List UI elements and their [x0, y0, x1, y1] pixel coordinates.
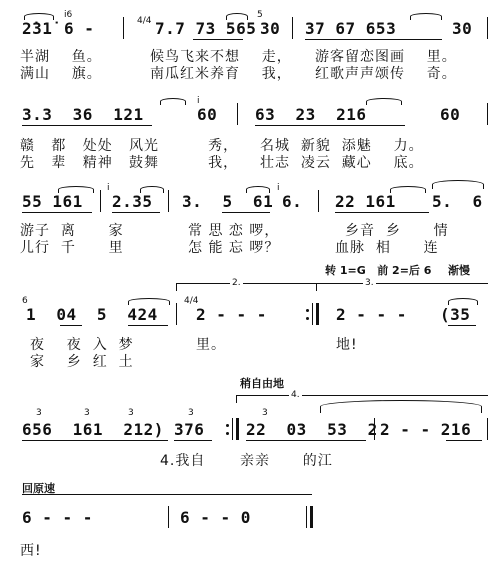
triplet-mark: 3 — [128, 408, 134, 418]
slur — [160, 98, 186, 105]
underline — [335, 212, 429, 213]
lyric: 满山 旗。 — [20, 66, 102, 82]
lyric: 壮志 凌云 藏心 底。 — [260, 155, 424, 171]
barline — [232, 418, 233, 440]
underline — [22, 212, 92, 213]
barline — [176, 303, 177, 325]
slur — [58, 186, 94, 193]
notes-r1-c: 7.7 73 565 — [155, 19, 257, 38]
notes-r2-b: 60 — [197, 105, 218, 124]
lyric: 赣 都 处处 风光 秀， — [20, 138, 239, 154]
notes-r1-d: 30 — [260, 19, 281, 38]
notes-r3-b: 2.35 — [112, 192, 153, 211]
underline — [174, 440, 212, 441]
notes-r5-a: 656 161 212) — [22, 420, 164, 439]
tempo-mark: 渐慢 — [448, 264, 470, 277]
lyric: 地! — [336, 337, 358, 353]
underline — [60, 325, 82, 326]
notes-r2-a: 3.3 36 121 — [22, 105, 144, 124]
tempo-mark: 稍自由地 — [240, 377, 284, 390]
slur — [140, 186, 164, 193]
notes-r5-d: 2 - - 216 — [380, 420, 472, 439]
notes-r5-b: 376 — [174, 420, 205, 439]
lyric: 名城 新貌 添魅 力。 — [260, 138, 424, 154]
slur — [432, 180, 484, 189]
notes-r3-a: 55 161 — [22, 192, 83, 211]
key-change: 转 1=G 前 2=后 6 — [325, 264, 432, 277]
underline — [222, 212, 270, 213]
notes-r3-f: 5. 6 — [432, 192, 483, 211]
underline — [22, 440, 168, 441]
volta-bracket — [316, 283, 488, 284]
volta-end — [316, 283, 317, 291]
lyric: 南瓜红米养育 我， — [150, 66, 292, 82]
notes-r4-a: 1 04 5 424 — [26, 305, 158, 324]
slur — [226, 13, 248, 20]
underline — [193, 39, 243, 40]
repeat-dot — [226, 432, 229, 435]
lyric: 血脉 相 连 — [335, 240, 439, 256]
bracket-line — [22, 494, 312, 495]
triplet-mark: 3 — [36, 408, 42, 418]
slur — [128, 298, 170, 305]
barline — [487, 418, 488, 440]
lyric: 先 辈 精神 鼓舞 我， — [20, 155, 239, 171]
lyric: 儿行 千 里 — [20, 240, 124, 256]
volta-label: 2. — [232, 278, 241, 288]
volta-end — [176, 283, 177, 291]
triplet-mark: 3 — [262, 408, 268, 418]
tempo-mark: 回原速 — [22, 482, 55, 495]
grace-note: 5 — [257, 10, 263, 20]
barline — [306, 506, 307, 528]
volta-label: 3. — [365, 278, 374, 288]
lyric: 候鸟飞来不想 走， — [150, 49, 292, 65]
volta-end — [236, 395, 237, 403]
repeat-dot — [226, 424, 229, 427]
volta-bracket — [176, 283, 316, 284]
underline — [128, 325, 168, 326]
grace-note: i — [107, 183, 110, 193]
lyric: 夜 夜 入 梦 — [30, 337, 134, 353]
barline — [236, 418, 239, 440]
notes-r1-a: 2̇31̇ — [22, 19, 53, 38]
lyric: 游子 离 家 — [20, 223, 124, 239]
slur — [24, 13, 54, 20]
lyric: 家 乡 红 土 — [30, 354, 134, 370]
notes-r5-c: 22 03 53 2 — [246, 420, 378, 439]
grace-note: i — [277, 183, 280, 193]
notes-r3-e: 22 161 — [335, 192, 396, 211]
notes-r1-e: 37 67 653 — [305, 19, 397, 38]
underline — [448, 325, 476, 326]
lyric: 4.我自 — [160, 453, 206, 469]
lyric: 游客留恋图画 里。 — [315, 49, 457, 65]
slur — [366, 98, 402, 105]
barline — [100, 190, 101, 212]
notes-r1-b: 6 - — [64, 19, 95, 38]
barline — [310, 506, 313, 528]
grace-note: i — [197, 96, 200, 106]
lyric: 西! — [20, 543, 42, 559]
volta-bracket — [236, 395, 488, 396]
lyric: 半湖 鱼。 — [20, 49, 102, 65]
lyric: 怎 能 忘 啰？ — [188, 240, 280, 256]
notes-r3-d: 6. — [282, 192, 303, 211]
repeat-dot — [306, 309, 309, 312]
notes-r3-c: 3. 5 61 — [182, 192, 274, 211]
lyric: 里。 — [196, 337, 226, 353]
lyric: 乡音 乡 情 — [345, 223, 449, 239]
lyric: 常 思 恋 啰， — [188, 223, 280, 239]
barline — [312, 303, 313, 325]
barline — [318, 190, 319, 212]
underline — [255, 125, 405, 126]
slur — [246, 186, 270, 193]
lyric: 红歌声声颂传 奇。 — [315, 66, 457, 82]
lyric: 亲亲 的江 — [240, 453, 333, 469]
volta-label: 4. — [291, 390, 300, 400]
notes-r4-d: (35 — [440, 305, 471, 324]
time-sig: 4/4 — [137, 16, 152, 26]
notes-r1-f: 30 — [452, 19, 473, 38]
notes-r6-b: 6 - - 0 — [180, 508, 251, 527]
barline — [374, 418, 375, 440]
barline — [237, 103, 238, 125]
notes-r4-c: 2 - - - — [336, 305, 407, 324]
time-sig: 4/4 — [184, 296, 199, 306]
slur — [320, 400, 482, 413]
underline — [112, 212, 160, 213]
underline — [305, 39, 442, 40]
barline — [168, 506, 169, 528]
triplet-mark: 3 — [188, 408, 194, 418]
slur — [390, 186, 426, 193]
repeat-dot — [306, 317, 309, 320]
barline — [123, 17, 124, 39]
barline — [168, 190, 169, 212]
notes-r4-b: 2 - - - — [196, 305, 267, 324]
underline — [246, 440, 366, 441]
grace-note: i6 — [64, 10, 73, 20]
barline — [316, 303, 319, 325]
underline — [22, 125, 152, 126]
underline — [446, 440, 482, 441]
triplet-mark: 3 — [84, 408, 90, 418]
notes-r2-c: 63 23 216 — [255, 105, 367, 124]
notes-r6-a: 6 - - - — [22, 508, 93, 527]
grace-note: 6 — [22, 296, 28, 306]
barline — [487, 103, 488, 125]
barline — [292, 17, 293, 39]
notes-r2-d: 60 — [440, 105, 461, 124]
slur — [410, 13, 442, 20]
barline — [487, 17, 488, 39]
slur — [448, 298, 478, 305]
